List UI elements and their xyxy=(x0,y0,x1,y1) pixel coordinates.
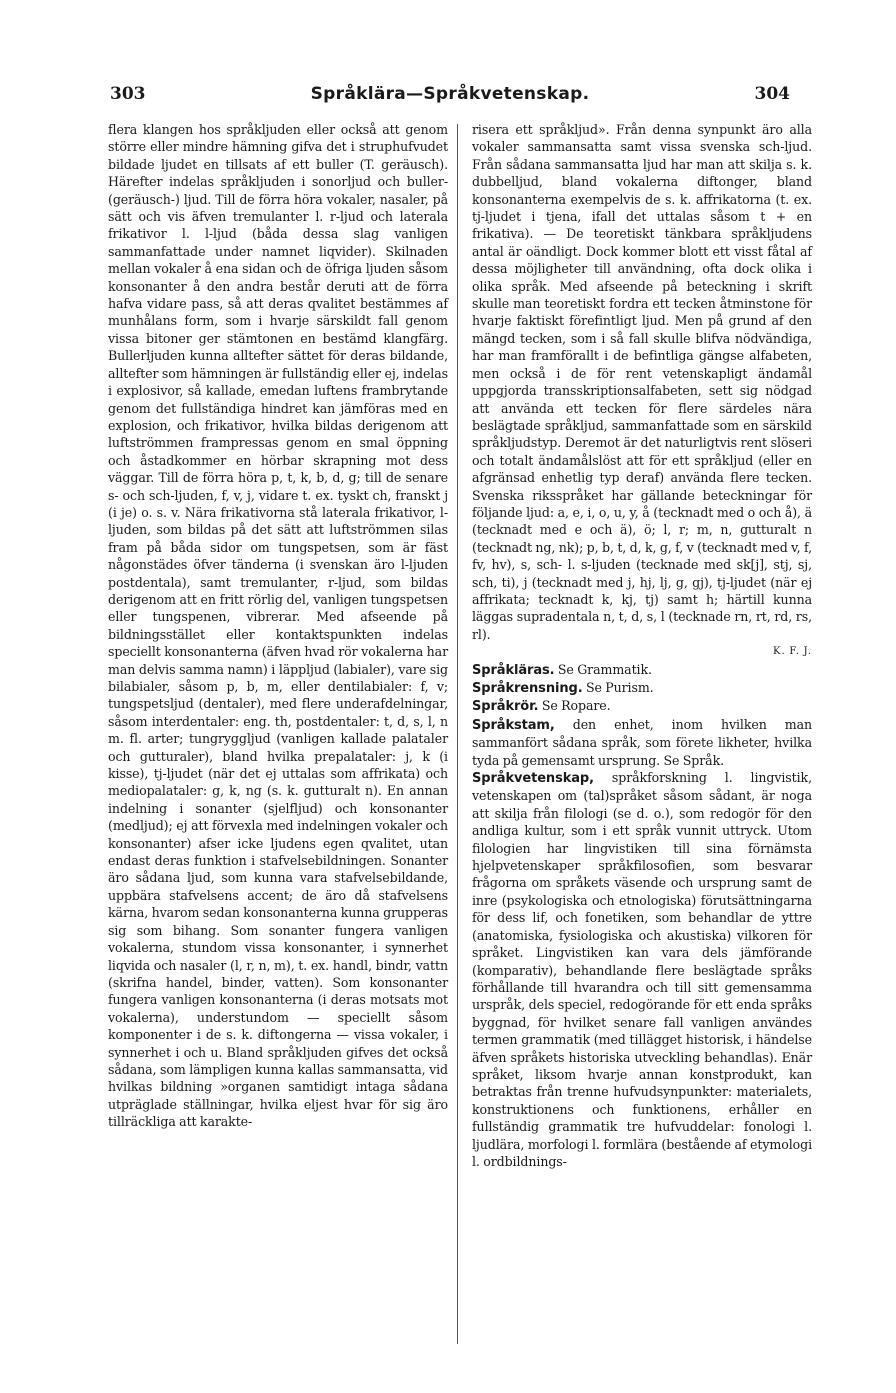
column-divider xyxy=(457,124,458,1344)
page-number-right: 304 xyxy=(754,84,790,104)
entry-headword: Språkläras. xyxy=(472,662,555,678)
page-header xyxy=(110,84,790,110)
right-column xyxy=(472,121,812,1170)
author-signature: K. F. J. xyxy=(773,646,812,658)
entry-sprakl-ara xyxy=(472,661,812,679)
entry-headword: Språkvetenskap, xyxy=(472,771,594,787)
entry-body: den enhet, inom hvilken man sammanfört sådana språk, som förete likheter, hvilka tyda på gemensamt ursprung. Se Språk. xyxy=(472,716,812,768)
running-title: Språklära—Språkvetenskap. xyxy=(310,84,590,104)
entry-body: Se Grammatik. xyxy=(557,661,652,677)
entry-sprakvetenskap xyxy=(472,769,812,1170)
entry-sprakrensning xyxy=(472,679,812,697)
entry-headword: Språkrensning. xyxy=(472,681,583,696)
entry-headword: Språkstam, xyxy=(472,717,555,733)
left-column xyxy=(108,121,448,1131)
entry-body: språkforskning l. lingvistik, vetenskapen om (tal)språket såsom sådant, är noga att skilja från filologi (se d. o.), som redogör för den andliga kultur, som i ett språk vunnit uttryck. Utom filologien har lingvistiken till sina förnämsta hjelpvetenskaper språkfilosofien, som besvarar frågorna om språkets väsende och ursprung samt de inre (psykologiska och etnologiska) förutsättningarna för dess lif, och fonetiken, som behandlar de yttre (anatomiska, fysiologiska och akustiska) vilkoren för språket. Lingvistiken kan vara dels jämförande (komparativ), behandlande flere beslägtade språks förhållande till hvarandra och till sitt gemensamma urspråk, dels speciel, redogörande för ett enda språks byggnad, för hvilket senare fall vanligen användes termen grammatik (med tillägget historisk, i händelse äfven språkets historiska utveckling behandlas). Enär språket, liksom hvarje annan konstprodukt, kan betraktas från trenne hufvudsynpunkter: materialets, konstruktionens och funktionens, erhåller en fullständig grammatik tre hufvuddelar: fonologi l. ljudlära, morfologi l. formlära (bestående af etymologi l. ordbildnings- xyxy=(472,770,812,1169)
entry-body: Se Purism. xyxy=(585,680,654,695)
continuation-text: risera ett språkljud». Från denna synpunkt äro alla vokaler sammansatta samt vissa svenska sch-ljud. Från sådana sammansatta ljud har man att skilja s. k. dubbelljud, bland vokalerna diftonger, bland konsonanterna exempelvis de s. k. affrikatorna (t. ex. tj-ljudet i tjena, ifall det uttalas såsom t + en frikativa). — De teoretiskt tänkbara språkljudens antal är oändligt. Dock kommer blott ett visst fåtal af dessa möjligheter till användning, ofta dock olika i olika språk. Med afseende på beteckning i skrift skulle man teoretiskt fordra ett tecken åtminstone för hvarje faktiskt förefintligt ljud. Men på grund af den mängd tecken, som i så fall skulle blifva nödvändiga, har man framförallt i de befintliga gängse alfabeten, men också i de för rent vetenskapligt ändamål uppgjorda transskriptionsalfabeten, sett sig nödgad att använda ett tecken för flere särdeles nära beslägtade språkljud, sammanfattade som en särskild språkljudstyp. Deremot är det naturligtvis rent slöseri och totalt ändamålslöst att för ett språkljud (eller en afgränsad enhetlig typ deraf) använda flere tecken. Svenska riksspråket har gällande beteckningar för följande ljud: a, e, i, o, u, y, å (tecknadt med o och å), ä (tecknadt med e och ä), ö; l, r; m, n, gutturalt n (tecknadt ng, nk); p, b, t, d, k, g, f, v (tecknadt med v, f, fv, hv), s, sch- l. s-ljuden (tecknade med sk[j], stj, sj, sch, ti), j (tecknadt med j, hj, lj, g, gj), tj-ljudet (när ej affrikata; tecknadt k, kj, tj) samt h; härtill kunna läggas supradentala n, t, d, s, l (tecknade rn, rt, rd, rs, rl). xyxy=(472,122,812,642)
page-number-left: 303 xyxy=(110,84,146,104)
left-column-text: flera klangen hos språkljuden eller också att genom större eller mindre hämning gifva det i struphufvudet bildade ljudet en tillsats af ett buller (T. geräusch). Härefter indelas språkljuden i sonorljud och buller- (geräusch-) ljud. Till de förra höra vokaler, nasaler, på sätt och vis äfven tremulanter l. r-ljud och laterala frikativor l. l-ljud (båda dessa slag vanligen sammanfattade under namnet liqvider). Skilnaden mellan vokaler å ena sidan och de öfriga ljuden såsom konsonanter å den andra består deruti att de förra hafva vidare pass, så att deras qvalitet bestämmes af munhålans form, som i hvarje särskildt fall genom vissa bitoner ger stämtonen en bestämd klangfärg. Bullerljuden kunna alltefter sättet för deras bildande, alltefter som hämningen är fullständig eller ej, indelas i explosivor, så kallade, emedan luftens frambrytande genom det fullständiga hindret kan jämföras med en explosion, och frikativor, hvilka bildas derigenom att luftströmmen frampressas genom en smal öppning och åstadkommer en hörbar skrapning mot dess väggar. Till de förra höra p, t, k, b, d, g; till de senare s- och sch-ljuden, f, v, j, vidare t. ex. tyskt ch, franskt j (i je) o. s. v. Nära frikativorna stå laterala frikativor, l-ljuden, som bildas på det sätt att luftströmmen silas fram på båda sidor om tungspetsen, som är fäst någonstädes öfver tänderna (i svenskan äro l-ljuden postdentala), samt tremulanter, r-ljud, som bildas derigenom att en fritt rörlig del, vanligen tungspetsen eller tungspenen, vibrerar. Med afseende på bildningsstället eller kontaktspunkten indelas speciellt konsonanterna (äfven hvad rör vokalerna har man delvis samma namn) i läppljud (labialer), vare sig bilabialer, såsom p, b, m, eller dentilabialer: f, v; tungspetsljud (dentaler), med flere underafdelningar, såsom interdentaler: eng. th, postdentaler: t, d, s, l, n m. fl. arter; tungryggljud (vanligen kallade palataler och gutturaler), bland hvilka prepalataler: j, k (i kisse), tj-ljudet (när det ej uttalas som affrikata) och mediopalataler: g, k, ng (s. k. gutturalt n). En annan indelning i sonanter (sjelfljud) och konsonanter (medljud); ej att förvexla med indelningen vokaler och konsonanter) afser icke ljudens egen qvalitet, utan endast deras funktion i stafvelsebildningen. Sonanter äro sådana ljud, som kunna vara stafvelsebildande, uppbära stafvelsens accent; de äro då stafvelsens kärna, hvarom sedan konsonanterna kunna grupperas sig som bihang. Som sonanter fungera vanligen vokalerna, stundom vissa konsonanter, i synnerhet liqvida och nasaler (l, r, n, m), t. ex. handl, bindr, vattn (skrifna handel, binder, vatten). Som konsonanter fungera vanligen konsonanterna (i deras motsats mot vokalerna), understundom — speciellt såsom komponenter i de s. k. diftongerna — vissa vokaler, i synnerhet i och u. Bland språkljuden gifves det också sådana, som lämpligen kunna kallas sammansatta, vid hvilkas bildning »organen samtidigt intaga sådana utpräglade ställningar, hvilka eljest hvar för sig äro tillräckliga att karakte- xyxy=(108,122,448,1130)
entry-sprakror xyxy=(472,697,812,715)
entry-sprakstam xyxy=(472,716,812,769)
entry-headword: Språkrör. xyxy=(472,699,539,715)
entry-body: Se Ropare. xyxy=(541,698,611,714)
